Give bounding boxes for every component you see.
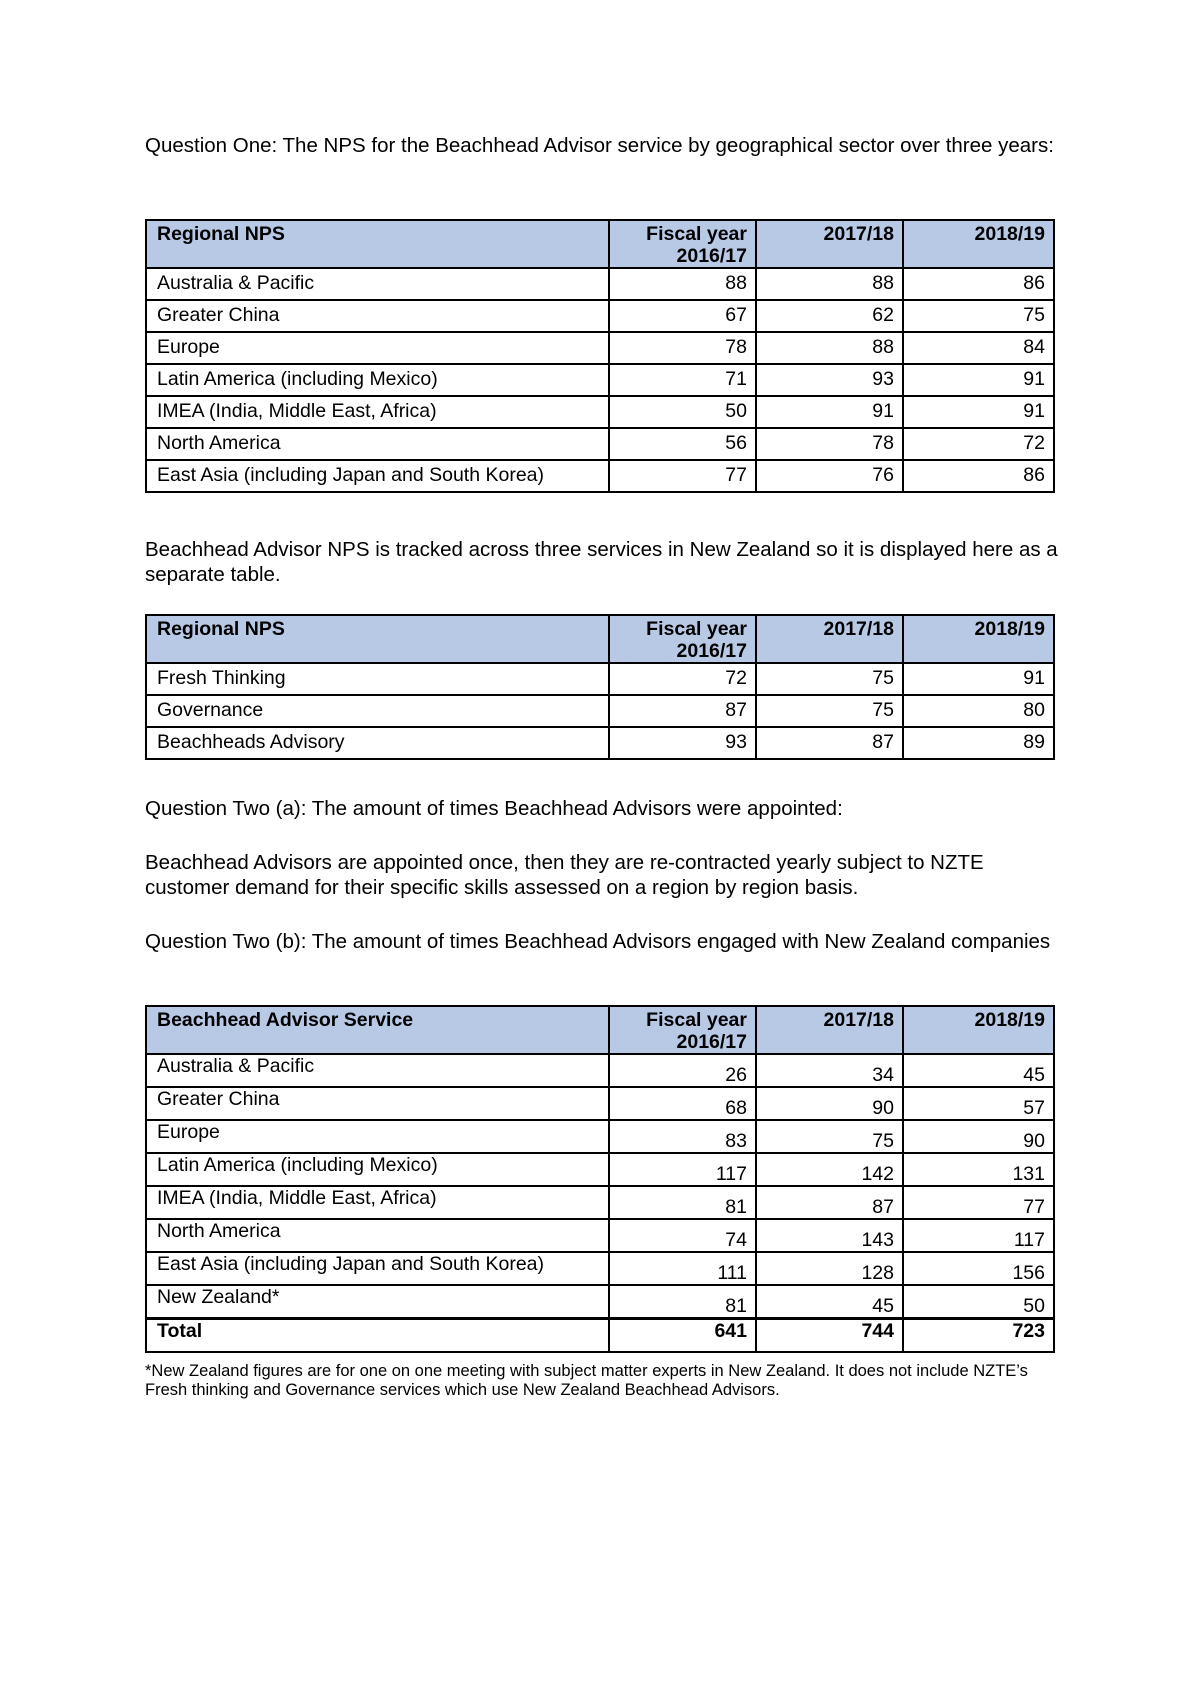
table-row [146,268,1054,300]
cell-value: 91 [756,396,903,428]
cell-value: 76 [756,460,903,492]
footnote: *New Zealand figures are for one on one meeting with subject matter experts in New Zealand. It does not include NZTE’s Fresh thinking and Governance services which use New Zealand Beachhead Advisors. [145,1362,1028,1399]
cell-value: 89 [903,727,1054,759]
row-label: East Asia (including Japan and South Korea) [146,1252,609,1285]
column-header-1718: 2017/18 [756,220,903,268]
nz-services-nps-table [145,614,1055,760]
table-row [146,396,1054,428]
row-label: Australia & Pacific [146,1054,609,1087]
column-header-1819: 2018/19 [903,220,1054,268]
question-two-a-heading: Question Two (a): The amount of times Beachhead Advisors were appointed: [145,797,843,820]
row-label: New Zealand* [146,1285,609,1319]
row-label: Greater China [146,1087,609,1120]
column-header-1718: 2017/18 [756,1006,903,1054]
cell-value: 78 [609,332,756,364]
column-header-1819: 2018/19 [903,615,1054,663]
table-row [146,727,1054,759]
cell-value: 75 [756,663,903,695]
cell-value: 143 [756,1219,903,1252]
cell-value: 117 [609,1153,756,1186]
column-header-fy1617: Fiscal year 2016/17 [609,1006,756,1054]
table-row [146,428,1054,460]
table-row [146,332,1054,364]
table-row [146,364,1054,396]
cell-value: 72 [609,663,756,695]
table-header-row [146,1006,1054,1054]
total-row [146,1319,1054,1353]
row-label: IMEA (India, Middle East, Africa) [146,396,609,428]
cell-value: 81 [609,1285,756,1319]
column-header-fy1617: Fiscal year 2016/17 [609,615,756,663]
nz-intro-paragraph: Beachhead Advisor NPS is tracked across three services in New Zealand so it is displayed here as a separate table. [145,538,1058,586]
table-row [146,1186,1054,1219]
table-row [146,1285,1054,1319]
column-header-service: Beachhead Advisor Service [146,1006,609,1054]
cell-value: 67 [609,300,756,332]
regional-nps-table [145,219,1055,493]
row-label: IMEA (India, Middle East, Africa) [146,1186,609,1219]
cell-value: 86 [903,460,1054,492]
cell-value: 88 [756,332,903,364]
cell-value: 56 [609,428,756,460]
cell-value: 156 [903,1252,1054,1285]
total-value: 641 [609,1319,756,1353]
table-row [146,1219,1054,1252]
column-header-region: Regional NPS [146,615,609,663]
cell-value: 90 [756,1087,903,1120]
cell-value: 88 [609,268,756,300]
cell-value: 83 [609,1120,756,1153]
cell-value: 72 [903,428,1054,460]
total-value: 723 [903,1319,1054,1353]
cell-value: 68 [609,1087,756,1120]
cell-value: 77 [903,1186,1054,1219]
cell-value: 91 [903,364,1054,396]
cell-value: 86 [903,268,1054,300]
row-label: Governance [146,695,609,727]
row-label: Latin America (including Mexico) [146,1153,609,1186]
cell-value: 71 [609,364,756,396]
cell-value: 142 [756,1153,903,1186]
advisor-engagement-table [145,1005,1055,1353]
table-row [146,300,1054,332]
cell-value: 62 [756,300,903,332]
table-row [146,1252,1054,1285]
question-two-b-heading: Question Two (b): The amount of times Beachhead Advisors engaged with New Zealand companies [145,930,1051,953]
cell-value: 128 [756,1252,903,1285]
row-label: Greater China [146,300,609,332]
cell-value: 88 [756,268,903,300]
column-header-1819: 2018/19 [903,1006,1054,1054]
row-label: North America [146,428,609,460]
cell-value: 90 [903,1120,1054,1153]
question-one-heading: Question One: The NPS for the Beachhead Advisor service by geographical sector over three years: [145,134,1054,157]
cell-value: 81 [609,1186,756,1219]
row-label: East Asia (including Japan and South Korea) [146,460,609,492]
cell-value: 93 [609,727,756,759]
table-row [146,460,1054,492]
cell-value: 91 [903,663,1054,695]
table-row [146,1120,1054,1153]
cell-value: 45 [903,1054,1054,1087]
cell-value: 80 [903,695,1054,727]
cell-value: 75 [756,1120,903,1153]
column-header-1718: 2017/18 [756,615,903,663]
column-header-fy1617: Fiscal year 2016/17 [609,220,756,268]
total-label: Total [146,1319,609,1353]
row-label: Fresh Thinking [146,663,609,695]
cell-value: 77 [609,460,756,492]
table-row [146,1087,1054,1120]
cell-value: 75 [903,300,1054,332]
table-header-row [146,615,1054,663]
table-row [146,663,1054,695]
cell-value: 75 [756,695,903,727]
total-value: 744 [756,1319,903,1353]
row-label: North America [146,1219,609,1252]
cell-value: 57 [903,1087,1054,1120]
cell-value: 87 [756,1186,903,1219]
row-label: Australia & Pacific [146,268,609,300]
cell-value: 74 [609,1219,756,1252]
cell-value: 50 [903,1285,1054,1319]
row-label: Beachheads Advisory [146,727,609,759]
cell-value: 117 [903,1219,1054,1252]
cell-value: 87 [609,695,756,727]
question-two-a-answer: Beachhead Advisors are appointed once, then they are re-contracted yearly subject to NZTE customer demand for their specific skills assessed on a region by region basis. [145,851,984,899]
cell-value: 93 [756,364,903,396]
table-row [146,695,1054,727]
row-label: Latin America (including Mexico) [146,364,609,396]
table-header-row [146,220,1054,268]
cell-value: 50 [609,396,756,428]
cell-value: 91 [903,396,1054,428]
cell-value: 87 [756,727,903,759]
table-row [146,1153,1054,1186]
row-label: Europe [146,1120,609,1153]
cell-value: 26 [609,1054,756,1087]
cell-value: 131 [903,1153,1054,1186]
row-label: Europe [146,332,609,364]
cell-value: 78 [756,428,903,460]
cell-value: 84 [903,332,1054,364]
cell-value: 45 [756,1285,903,1319]
cell-value: 111 [609,1252,756,1285]
column-header-region: Regional NPS [146,220,609,268]
cell-value: 34 [756,1054,903,1087]
table-row [146,1054,1054,1087]
